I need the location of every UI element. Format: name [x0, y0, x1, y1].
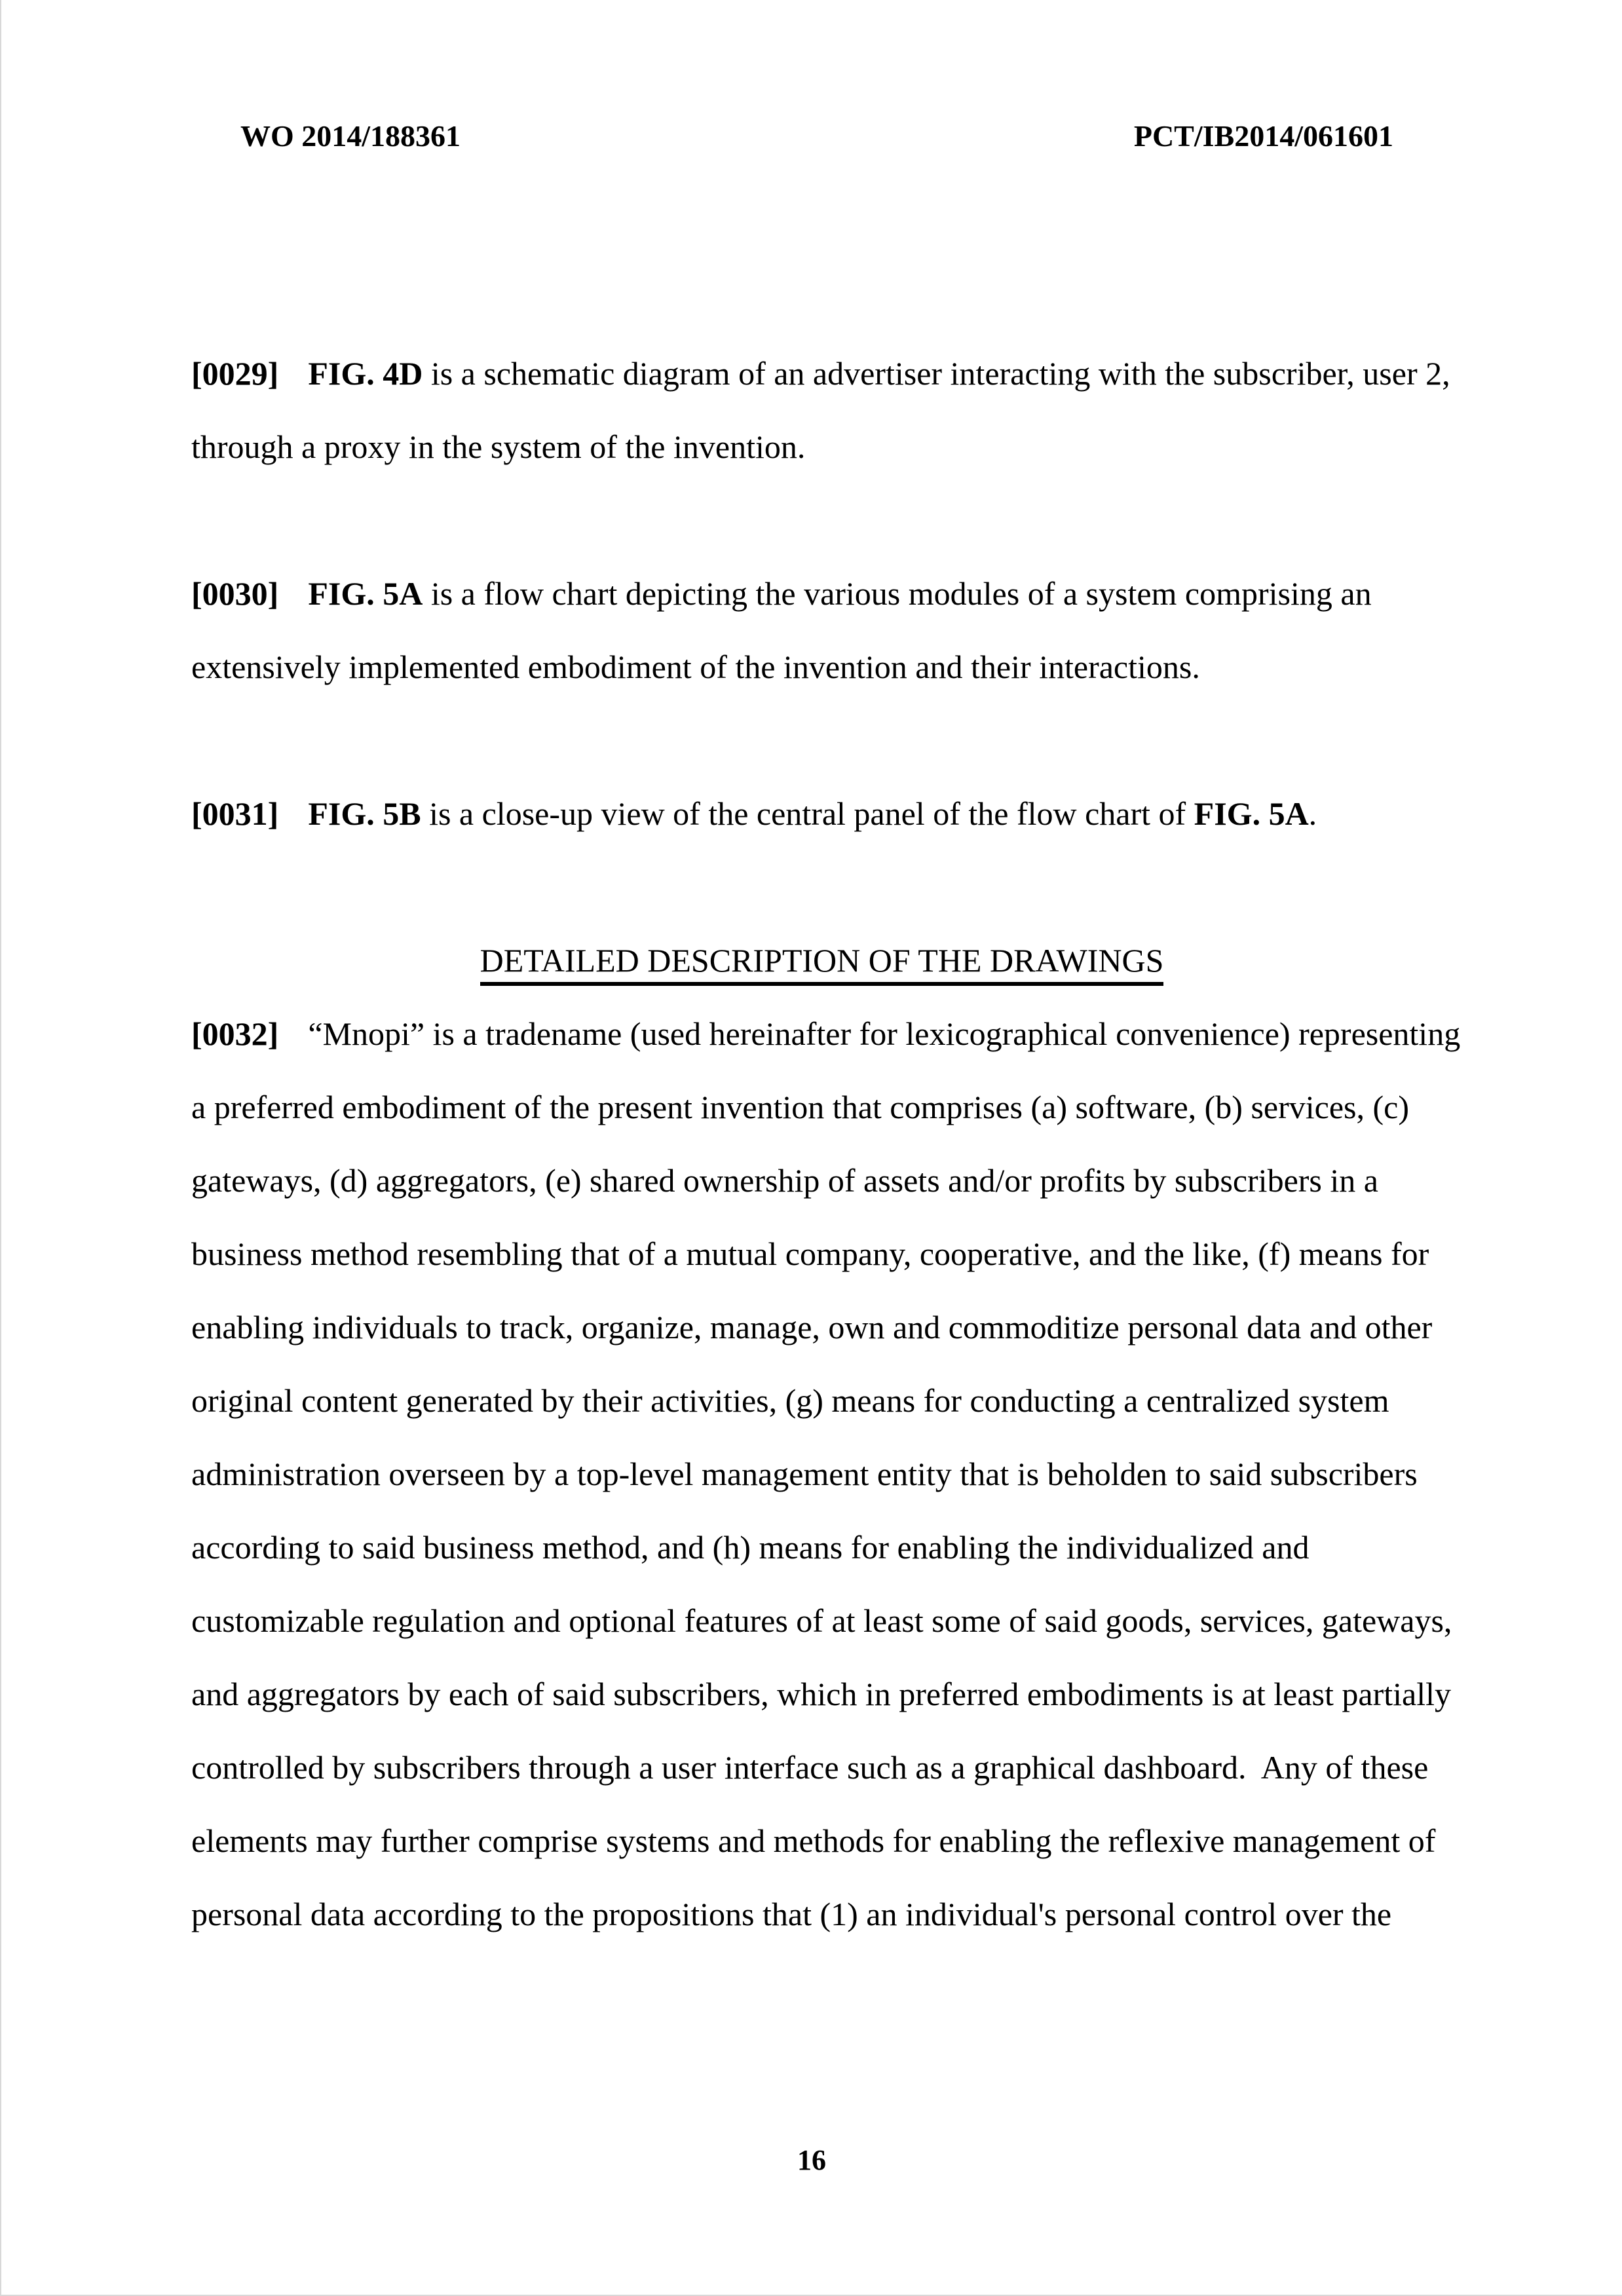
text-run: business method resembling that of a mutual company, cooperative, and the like, (f) means for — [191, 1235, 1429, 1272]
text-run: original content generated by their activities, (g) means for conducting a centralized system — [191, 1382, 1389, 1419]
text-run: personal data according to the propositions that (1) an individual's personal control over the — [191, 1896, 1392, 1932]
text-line — [191, 1584, 1452, 1657]
text-run: elements may further comprise systems and methods for enabling the reflexive management of — [191, 1822, 1436, 1859]
text-run: through a proxy in the system of the invention. — [191, 428, 806, 465]
text-run: administration overseen by a top-level management entity that is beholden to said subscribers — [191, 1456, 1418, 1492]
page-number: 16 — [797, 2144, 826, 2176]
text-run: a preferred embodiment of the present invention that comprises (a) software, (b) services, (c) — [191, 1089, 1409, 1125]
paragraph-number: [0029] — [191, 355, 279, 392]
paragraph — [191, 557, 1452, 704]
page-header — [240, 118, 1393, 154]
text-line — [191, 1437, 1452, 1511]
text-run: controlled by subscribers through a user interface such as a graphical dashboard. Any of these — [191, 1749, 1429, 1786]
text-line — [191, 1877, 1452, 1951]
paragraph-number: [0032] — [191, 1015, 279, 1052]
text-line — [191, 337, 1452, 410]
text-line — [191, 1070, 1452, 1144]
paragraph-number: [0031] — [191, 795, 279, 832]
application-number: PCT/IB2014/061601 — [1133, 119, 1393, 153]
figure-reference: FIG. 5A — [1194, 795, 1309, 832]
document-body — [191, 337, 1461, 2024]
text-run: enabling individuals to track, organize, manage, own and commoditize personal data and other — [191, 1309, 1433, 1346]
text-run: gateways, (d) aggregators, (e) shared ownership of assets and/or profits by subscribers in a — [191, 1162, 1378, 1199]
text-line — [191, 777, 1452, 850]
text-run: is a flow chart depicting the various modules of a system comprising an — [423, 575, 1372, 612]
text-line — [191, 997, 1461, 1070]
text-line — [191, 1144, 1452, 1217]
paragraph — [191, 777, 1452, 850]
text-line — [191, 1364, 1452, 1437]
text-line — [191, 1804, 1452, 1877]
figure-reference: FIG. 5A — [308, 575, 423, 612]
text-run: customizable regulation and optional features of at least some of said goods, services, gateways, — [191, 1602, 1452, 1639]
text-run: and aggregators by each of said subscribers, which in preferred embodiments is at least partially — [191, 1676, 1451, 1712]
paragraph — [191, 997, 1461, 1951]
publication-number: WO 2014/188361 — [240, 119, 461, 153]
figure-reference: FIG. 5B — [308, 795, 421, 832]
section-heading — [191, 924, 1452, 997]
paragraph-number: [0030] — [191, 575, 279, 612]
text-line — [191, 630, 1452, 704]
text-run: “Mnopi” is a tradename (used hereinafter for lexicographical convenience) representing — [308, 1015, 1461, 1052]
text-run: according to said business method, and (h) means for enabling the individualized and — [191, 1529, 1310, 1566]
figure-reference: FIG. 4D — [308, 355, 423, 392]
page-footer — [1, 2143, 1622, 2178]
text-line — [191, 1290, 1452, 1364]
text-line — [191, 1217, 1452, 1290]
text-line — [191, 410, 1452, 483]
paragraph — [191, 337, 1452, 483]
text-run: extensively implemented embodiment of the invention and their interactions. — [191, 649, 1200, 685]
text-run: is a close-up view of the central panel of the flow chart of — [421, 795, 1194, 832]
text-line — [191, 1511, 1452, 1584]
section-heading-text: DETAILED DESCRIPTION OF THE DRAWINGS — [480, 942, 1164, 986]
text-run: . — [1308, 795, 1317, 832]
text-run: is a schematic diagram of an advertiser interacting with the subscriber, user 2, — [423, 355, 1450, 392]
text-line — [191, 1731, 1452, 1804]
text-line — [191, 1657, 1452, 1731]
text-line — [191, 557, 1452, 630]
